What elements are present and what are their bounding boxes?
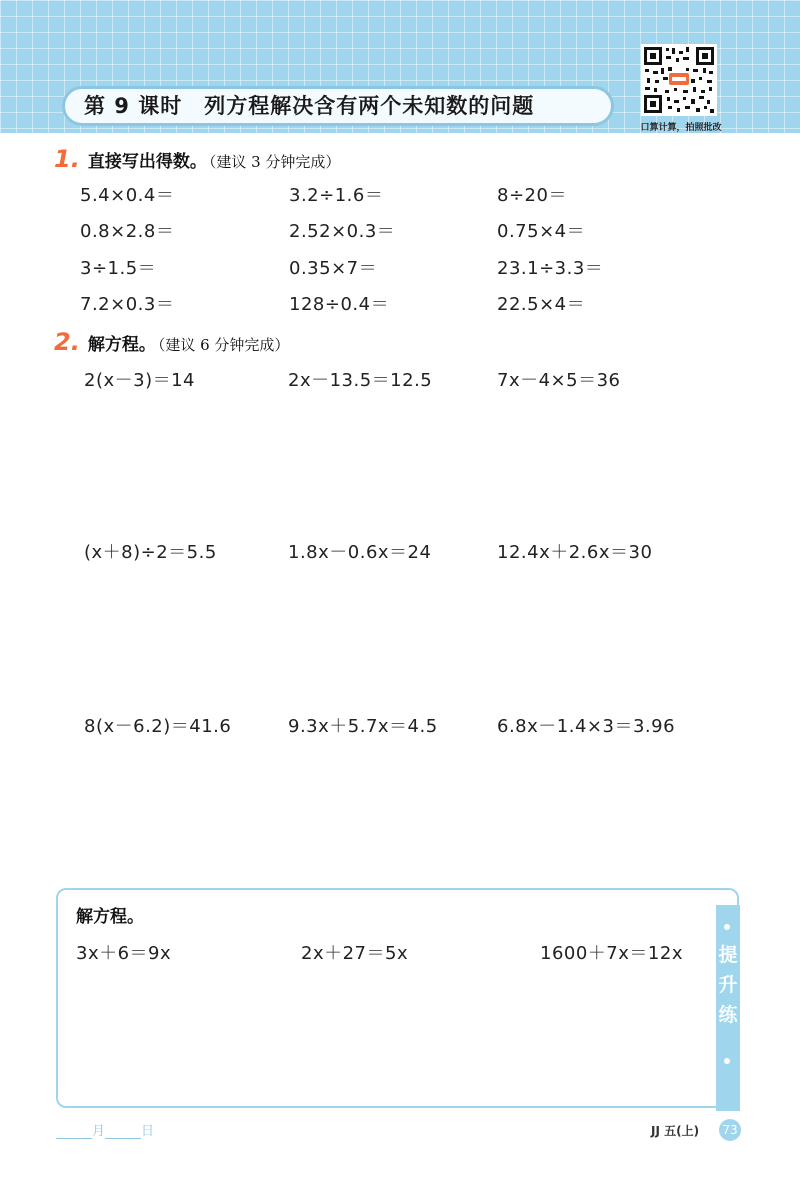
section-1-heading — [54, 146, 340, 172]
practice-box — [56, 888, 739, 1108]
practice-equation: 3x＋6＝9x — [76, 943, 172, 964]
calc-item: 128÷0.4＝ — [289, 294, 390, 315]
month-label: 月 — [92, 1124, 106, 1139]
section-2-title: 解方程。 — [87, 335, 156, 355]
qr-caption: 口算计算，拍照批改 — [640, 123, 722, 133]
equation-item: 2x－13.5＝12.5 — [288, 370, 433, 391]
calc-item: 5.4×0.4＝ — [80, 185, 175, 206]
section-1-number: 1. — [54, 145, 80, 173]
qr-code-icon[interactable] — [641, 44, 717, 116]
calc-item: 0.8×2.8＝ — [80, 221, 175, 242]
side-dot — [724, 1058, 730, 1064]
calc-item: 23.1÷3.3＝ — [497, 258, 604, 279]
equation-item: 7x－4×5＝36 — [497, 370, 621, 391]
calc-item: 2.52×0.3＝ — [289, 221, 396, 242]
book-label: JJ 五(上) — [651, 1124, 700, 1138]
side-label-char: 升 — [718, 974, 738, 996]
equation-item: 2(x－3)＝14 — [84, 370, 196, 391]
equation-item: 8(x－6.2)＝41.6 — [84, 716, 232, 737]
equation-item: 6.8x－1.4×3＝3.96 — [497, 716, 676, 737]
calc-item: 3.2÷1.6＝ — [289, 185, 384, 206]
section-1-title: 直接写出得数。 — [87, 152, 207, 172]
equation-item: 1.8x－0.6x＝24 — [288, 542, 432, 563]
side-dot — [724, 924, 730, 930]
calc-item: 0.75×4＝ — [497, 221, 586, 242]
practice-side-label — [716, 940, 740, 1030]
practice-equation: 2x＋27＝5x — [301, 943, 409, 964]
equation-item: 9.3x＋5.7x＝4.5 — [288, 716, 438, 737]
calc-item: 0.35×7＝ — [289, 258, 378, 279]
day-label: 日 — [141, 1124, 155, 1139]
section-2-hint: （建议 6 分钟完成） — [157, 336, 290, 354]
section-2-heading — [54, 329, 289, 355]
side-label-char: 提 — [718, 944, 738, 966]
section-1-hint: （建议 3 分钟完成） — [208, 153, 341, 171]
page-number: 73 — [719, 1119, 741, 1141]
lesson-title: 第 9 课时 列方程解决含有两个未知数的问题 — [84, 94, 535, 118]
equation-item: 12.4x＋2.6x＝30 — [497, 542, 653, 563]
calc-item: 7.2×0.3＝ — [80, 294, 175, 315]
section-2-number: 2. — [54, 328, 80, 356]
day-blank[interactable] — [105, 1124, 141, 1139]
practice-title: 解方程。 — [76, 907, 144, 927]
calc-item: 8÷20＝ — [497, 185, 567, 206]
month-blank[interactable] — [56, 1124, 92, 1139]
calc-item: 3÷1.5＝ — [80, 258, 157, 279]
side-label-char: 练 — [718, 1004, 738, 1026]
equation-item: (x＋8)÷2＝5.5 — [84, 542, 217, 563]
date-field[interactable] — [56, 1120, 154, 1139]
practice-equation: 1600＋7x＝12x — [540, 943, 683, 964]
calc-item: 22.5×4＝ — [497, 294, 586, 315]
